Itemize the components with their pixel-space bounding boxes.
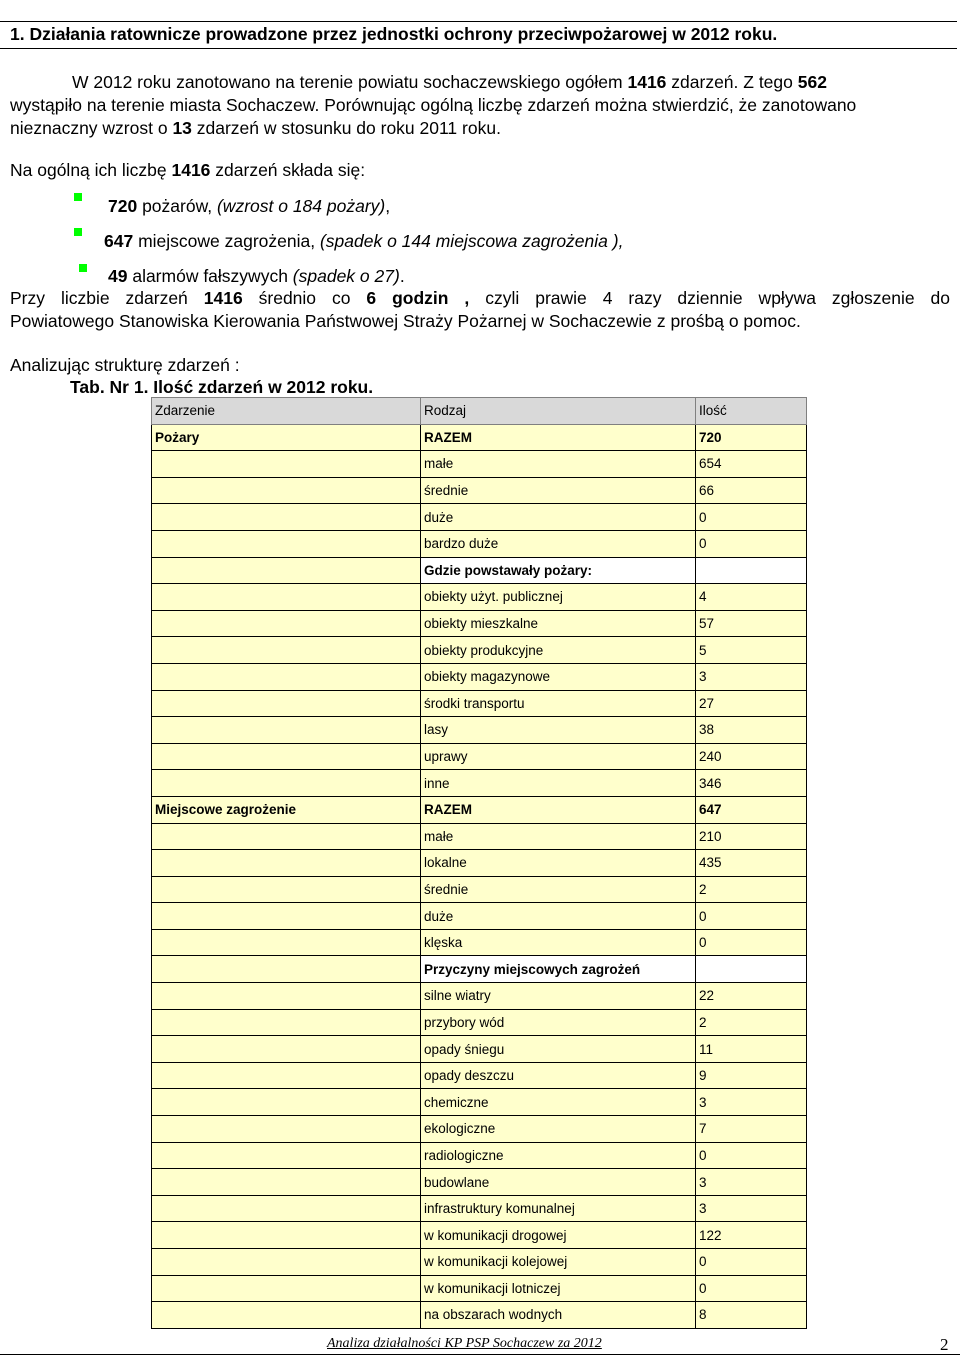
- cell-kind: obiekty magazynowe: [421, 663, 696, 690]
- cell-kind: na obszarach wodnych: [421, 1302, 696, 1329]
- cell-kind: silne wiatry: [421, 983, 696, 1010]
- table-row: [152, 451, 807, 478]
- cell-kind: klęska: [421, 929, 696, 956]
- cell-kind: duże: [421, 504, 696, 531]
- table-row: [152, 1116, 807, 1143]
- cell-count: [696, 557, 807, 584]
- cell-count: 0: [696, 929, 807, 956]
- cell-count: 0: [696, 504, 807, 531]
- table-row: [152, 1302, 807, 1329]
- cell-event: [152, 637, 421, 664]
- table-row: [152, 663, 807, 690]
- cell-event: [152, 530, 421, 557]
- table-row: [152, 1275, 807, 1302]
- cell-count: 435: [696, 850, 807, 877]
- cell-event: [152, 1249, 421, 1276]
- table-row: [152, 557, 807, 584]
- cell-kind: ekologiczne: [421, 1116, 696, 1143]
- bullet-fires: 720 pożarów, (wzrost o 184 pożary),: [108, 196, 391, 216]
- cell-kind: RAZEM: [421, 796, 696, 823]
- cell-count: 720: [696, 424, 807, 451]
- cell-count: 22: [696, 983, 807, 1010]
- intro-line-2: wystąpiło na terenie miasta Sochaczew. Porównując ogólną liczbę zdarzeń można stwierdzić, że zanotowano: [10, 95, 857, 115]
- cell-kind: średnie: [421, 876, 696, 903]
- cell-event: [152, 850, 421, 877]
- footer-caption: Analiza działalności KP PSP Sochaczew za 2012: [327, 1336, 602, 1351]
- cell-event: [152, 823, 421, 850]
- cell-count: 2: [696, 1009, 807, 1036]
- cell-kind: przybory wód: [421, 1009, 696, 1036]
- cell-kind: budowlane: [421, 1169, 696, 1196]
- table-row: [152, 796, 807, 823]
- para2-line-1: Przy liczbie zdarzeń 1416 średnio co 6 godzin , czyli prawie 4 razy dziennie wpływa zgłoszenie do: [10, 288, 950, 308]
- cell-count: 11: [696, 1036, 807, 1063]
- table-row: [152, 584, 807, 611]
- bullet-square-icon: [74, 228, 82, 236]
- cell-count: [696, 956, 807, 983]
- cell-kind: RAZEM: [421, 424, 696, 451]
- cell-event: [152, 770, 421, 797]
- cell-count: 7: [696, 1116, 807, 1143]
- cell-count: 3: [696, 1195, 807, 1222]
- cell-event: [152, 1142, 421, 1169]
- table-row: [152, 903, 807, 930]
- table-row: [152, 743, 807, 770]
- table-row: [152, 1195, 807, 1222]
- cell-count: 9: [696, 1062, 807, 1089]
- table-row: [152, 717, 807, 744]
- cell-kind: duże: [421, 903, 696, 930]
- cell-kind: małe: [421, 823, 696, 850]
- table-title: Tab. Nr 1. Ilość zdarzeń w 2012 roku.: [70, 377, 374, 397]
- table-header-row: [152, 398, 807, 425]
- events-table: [151, 397, 807, 1329]
- cell-event: [152, 1222, 421, 1249]
- table-row: [152, 823, 807, 850]
- cell-kind: obiekty mieszkalne: [421, 610, 696, 637]
- cell-event: [152, 557, 421, 584]
- cell-event: [152, 717, 421, 744]
- cell-kind: w komunikacji lotniczej: [421, 1275, 696, 1302]
- column-header-kind: Rodzaj: [421, 398, 696, 425]
- bullet-false-alarms: 49 alarmów fałszywych (spadek o 27).: [108, 266, 405, 286]
- cell-event: [152, 929, 421, 956]
- cell-count: 0: [696, 530, 807, 557]
- cell-count: 3: [696, 663, 807, 690]
- table-row: [152, 956, 807, 983]
- cell-count: 5: [696, 637, 807, 664]
- cell-event: [152, 584, 421, 611]
- cell-count: 210: [696, 823, 807, 850]
- cell-event: [152, 1302, 421, 1329]
- intro-line-1: W 2012 roku zanotowano na terenie powiatu sochaczewskiego ogółem 1416 zdarzeń. Z tego 562: [72, 72, 827, 92]
- cell-kind: bardzo duże: [421, 530, 696, 557]
- table-row: [152, 1009, 807, 1036]
- table-row: [152, 983, 807, 1010]
- table-row: [152, 1222, 807, 1249]
- table-row: [152, 876, 807, 903]
- cell-count: 0: [696, 903, 807, 930]
- cell-kind: w komunikacji kolejowej: [421, 1249, 696, 1276]
- cell-event: [152, 1195, 421, 1222]
- table-row: [152, 690, 807, 717]
- cell-event: [152, 743, 421, 770]
- table-row: [152, 1142, 807, 1169]
- cell-kind: Przyczyny miejscowych zagrożeń: [421, 956, 696, 983]
- cell-kind: inne: [421, 770, 696, 797]
- cell-event: [152, 1062, 421, 1089]
- cell-event: Miejscowe zagrożenie: [152, 796, 421, 823]
- cell-kind: obiekty produkcyjne: [421, 637, 696, 664]
- table-row: [152, 504, 807, 531]
- analysis-label: Analizując strukturę zdarzeń :: [10, 355, 240, 375]
- table-row: [152, 770, 807, 797]
- cell-kind: lasy: [421, 717, 696, 744]
- section-heading-box: [0, 21, 957, 49]
- cell-kind: średnie: [421, 477, 696, 504]
- cell-count: 346: [696, 770, 807, 797]
- bullet-square-icon: [74, 193, 82, 201]
- summary-line: Na ogólną ich liczbę 1416 zdarzeń składa się:: [10, 160, 366, 180]
- cell-count: 122: [696, 1222, 807, 1249]
- cell-event: [152, 1036, 421, 1063]
- cell-event: [152, 983, 421, 1010]
- cell-event: [152, 903, 421, 930]
- table-row: [152, 637, 807, 664]
- page-number: 2: [940, 1335, 949, 1354]
- cell-kind: chemiczne: [421, 1089, 696, 1116]
- table-row: [152, 929, 807, 956]
- table-row: [152, 610, 807, 637]
- cell-count: 0: [696, 1249, 807, 1276]
- section-heading: 1. Działania ratownicze prowadzone przez jednostki ochrony przeciwpożarowej w 2012 roku.: [10, 24, 778, 44]
- cell-event: [152, 504, 421, 531]
- cell-event: Pożary: [152, 424, 421, 451]
- cell-event: [152, 610, 421, 637]
- cell-event: [152, 1169, 421, 1196]
- cell-event: [152, 477, 421, 504]
- cell-kind: obiekty użyt. publicznej: [421, 584, 696, 611]
- table-row: [152, 530, 807, 557]
- cell-kind: małe: [421, 451, 696, 478]
- cell-kind: lokalne: [421, 850, 696, 877]
- table-row: [152, 477, 807, 504]
- cell-kind: Gdzie powstawały pożary:: [421, 557, 696, 584]
- cell-count: 654: [696, 451, 807, 478]
- bullet-square-icon: [79, 264, 87, 272]
- cell-event: [152, 1116, 421, 1143]
- table-row: [152, 1062, 807, 1089]
- cell-count: 8: [696, 1302, 807, 1329]
- cell-kind: w komunikacji drogowej: [421, 1222, 696, 1249]
- cell-count: 66: [696, 477, 807, 504]
- cell-event: [152, 690, 421, 717]
- para2-line-2: Powiatowego Stanowiska Kierowania Państwowej Straży Pożarnej w Sochaczewie z prośbą o pomoc.: [10, 311, 801, 331]
- table-row: [152, 1036, 807, 1063]
- intro-line-3: nieznaczny wzrost o 13 zdarzeń w stosunku do roku 2011 roku.: [10, 118, 501, 138]
- cell-event: [152, 663, 421, 690]
- cell-event: [152, 1009, 421, 1036]
- cell-count: 27: [696, 690, 807, 717]
- cell-count: 3: [696, 1169, 807, 1196]
- cell-event: [152, 451, 421, 478]
- bullet-local-threats: 647 miejscowe zagrożenia, (spadek o 144 miejscowa zagrożenia ),: [104, 231, 624, 251]
- cell-count: 647: [696, 796, 807, 823]
- cell-event: [152, 1089, 421, 1116]
- cell-count: 57: [696, 610, 807, 637]
- cell-count: 3: [696, 1089, 807, 1116]
- column-header-count: Ilość: [696, 398, 807, 425]
- footer-rule: [0, 1354, 960, 1355]
- table-row: [152, 1089, 807, 1116]
- cell-event: [152, 1275, 421, 1302]
- cell-count: 240: [696, 743, 807, 770]
- cell-count: 4: [696, 584, 807, 611]
- cell-count: 0: [696, 1275, 807, 1302]
- cell-kind: radiologiczne: [421, 1142, 696, 1169]
- cell-kind: infrastruktury komunalnej: [421, 1195, 696, 1222]
- cell-count: 0: [696, 1142, 807, 1169]
- table-row: [152, 1249, 807, 1276]
- cell-kind: opady śniegu: [421, 1036, 696, 1063]
- cell-kind: opady deszczu: [421, 1062, 696, 1089]
- cell-kind: uprawy: [421, 743, 696, 770]
- table-row: [152, 424, 807, 451]
- cell-kind: środki transportu: [421, 690, 696, 717]
- table-row: [152, 850, 807, 877]
- table-row: [152, 1169, 807, 1196]
- column-header-event: Zdarzenie: [152, 398, 421, 425]
- cell-event: [152, 876, 421, 903]
- cell-count: 2: [696, 876, 807, 903]
- cell-count: 38: [696, 717, 807, 744]
- cell-event: [152, 956, 421, 983]
